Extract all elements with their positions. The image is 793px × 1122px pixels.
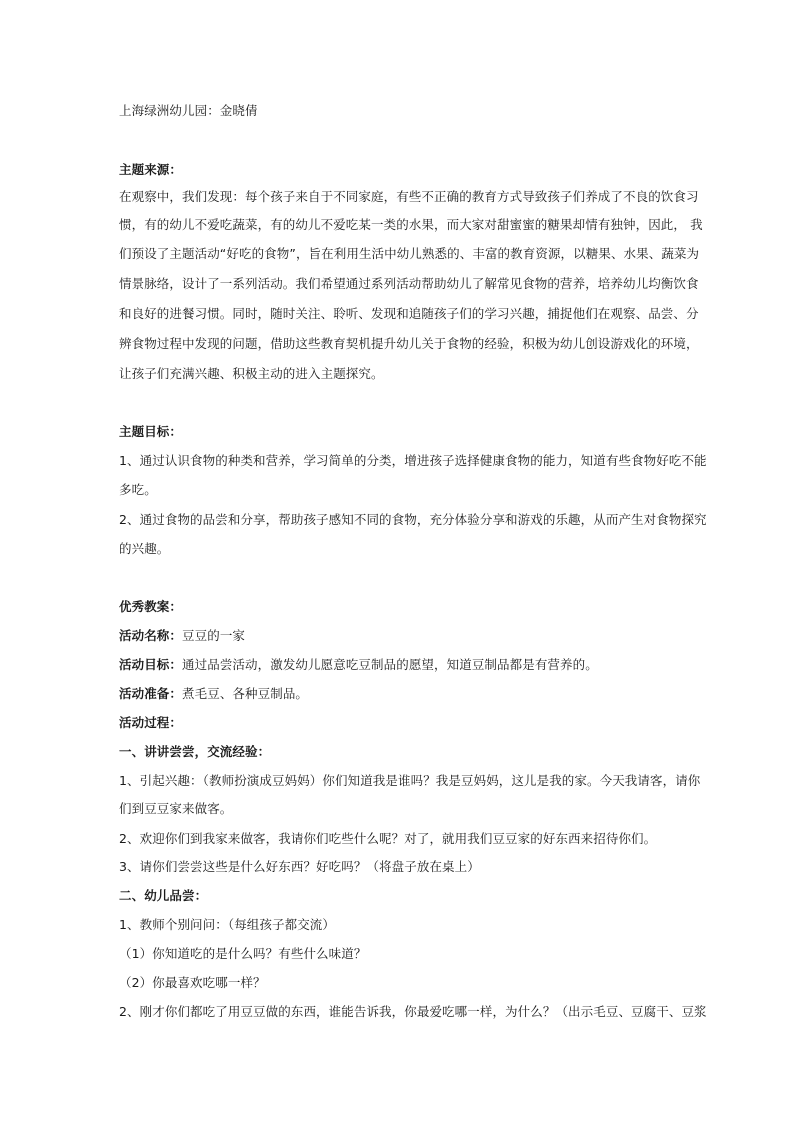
author-line: 上海绿洲幼儿园：金晓倩 xyxy=(119,103,258,118)
activity-goal-value: 通过品尝活动，激发幼儿愿意吃豆制品的愿望，知道豆制品都是有营养的。 xyxy=(182,657,598,672)
section-one-heading: 一、讲讲尝尝，交流经验： xyxy=(119,744,271,759)
goal-line: 1、通过认识食物的种类和营养，学习简单的分类，增进孩子选择健康食物的能力，知道有些食物好吃不能 xyxy=(119,453,707,468)
activity-goal-row xyxy=(119,656,598,674)
section-one-line: 们到豆豆家来做客。 xyxy=(119,801,233,816)
section-two-line: （2）你最喜欢吃哪一样？ xyxy=(119,975,266,990)
activity-name-row xyxy=(119,627,245,645)
activity-prep-value: 煮毛豆、各种豆制品。 xyxy=(182,686,309,701)
source-line: 让孩子们充满兴趣、积极主动的进入主题探究。 xyxy=(119,366,384,381)
activity-prep-label: 活动准备： xyxy=(119,686,183,701)
source-heading: 主题来源： xyxy=(119,162,183,177)
goal-line: 2、通过食物的品尝和分享，帮助孩子感知不同的食物，充分体验分享和游戏的乐趣，从而产生对食物探究 xyxy=(119,512,707,527)
activity-name-value: 豆豆的一家 xyxy=(182,628,246,643)
section-one-line: 3、请你们尝尝这些是什么好东西？好吃吗？（将盘子放在桌上） xyxy=(119,859,480,874)
goals-heading: 主题目标： xyxy=(119,424,183,439)
section-one-line: 2、欢迎你们到我家来做客，我请你们吃些什么呢？对了，就用我们豆豆家的好东西来招待你们。 xyxy=(119,831,657,846)
activity-name-label: 活动名称： xyxy=(119,628,183,643)
source-line: 和良好的进餐习惯。同时，随时关注、聆听、发现和追随孩子们的学习兴趣，捕捉他们在观察、品尝、分 xyxy=(119,306,699,321)
source-line: 辨食物过程中发现的问题，借助这些教育契机提升幼儿关于食物的经验，积极为幼儿创设游戏化的环境， xyxy=(119,336,699,351)
section-one-line: 1、引起兴趣：（教师扮演成豆妈妈）你们知道我是谁吗？我是豆妈妈，这儿是我的家。今天我请客，请你 xyxy=(119,773,701,788)
section-two-heading: 二、幼儿品尝： xyxy=(119,888,208,903)
section-two-line: （1）你知道吃的是什么吗？有些什么味道？ xyxy=(119,946,367,961)
activity-process-label: 活动过程： xyxy=(119,715,183,730)
section-two-line: 2、刚才你们都吃了用豆豆做的东西，谁能告诉我，你最爱吃哪一样，为什么？（出示毛豆、豆腐干、豆浆 xyxy=(119,1004,707,1019)
goal-line: 的兴趣。 xyxy=(119,541,170,556)
plan-heading: 优秀教案： xyxy=(119,599,183,614)
source-line: 惯，有的幼儿不爱吃蔬菜，有的幼儿不爱吃某一类的水果，而大家对甜蜜蜜的糖果却情有独钟，因此， 我 xyxy=(119,217,703,232)
activity-prep-row xyxy=(119,685,308,703)
activity-goal-label: 活动目标： xyxy=(119,657,183,672)
source-line: 在观察中，我们发现：每个孩子来自于不同家庭，有些不正确的教育方式导致孩子们养成了不良的饮食习 xyxy=(119,189,699,204)
source-line: 情景脉络，设计了一系列活动。我们希望通过系列活动帮助幼儿了解常见食物的营养，培养幼儿均衡饮食 xyxy=(119,276,699,291)
source-line: 们预设了主题活动“好吃的食物”，旨在利用生活中幼儿熟悉的、丰富的教育资源，以糖果、水果、蔬菜为 xyxy=(119,246,700,261)
goal-line: 多吃。 xyxy=(119,482,157,497)
section-two-line: 1、教师个别问问：（每组孩子都交流） xyxy=(119,917,336,932)
